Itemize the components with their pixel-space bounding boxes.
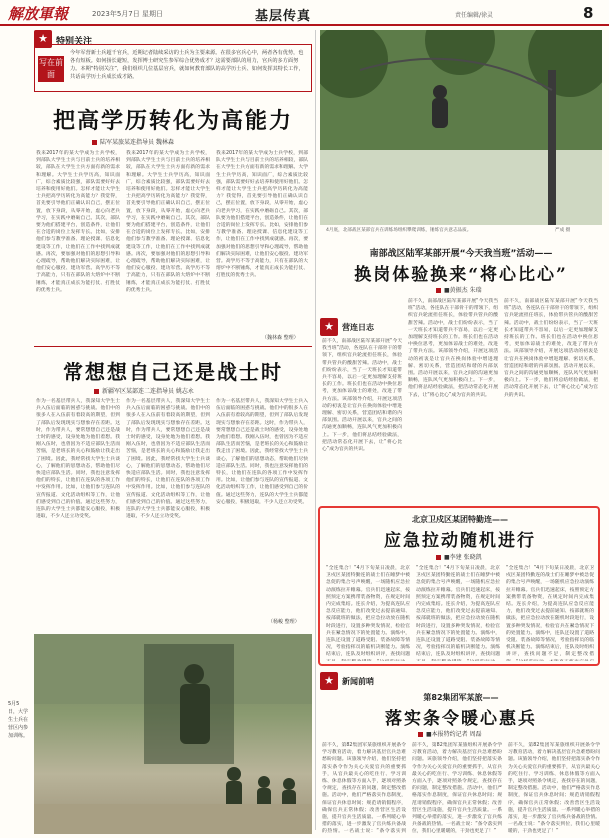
article-body-r3b: 前不久，第82集团军某旅组织开展条令学习教育活动，着力解决基层官兵急难愁盼问题。该旅领导介绍，他们坚持把落实条令作为关心关爱官兵的重要抓手，从官兵最关心的吃住行、学习训练、休息休假等方面入手，逐项对照条令规定，查找存在的问题，制定整改措施。活动中，他们严格落实作息制度，保证官兵休息时间；规范请销假程序，确保官兵正常休假；改善营区生活设施，提升官兵生活质量。一系列暖心举措的落实，进一步激发了官兵练兵备战的热情。一名战士说：“条令落实到位，我们心里暖暖的，干劲也更足了！” <box>412 743 502 834</box>
article-pretitle-r1: 南部战区陆军某部开展“今天我当班”活动—— <box>369 249 553 259</box>
page-number: 8 <box>583 4 594 22</box>
byline-1: 陆军某旅某连指导员 魏林森 <box>92 137 174 146</box>
article-body-r1c: 前不久，南部战区陆军某部开展“今天我当班”活动，各连队在干部骨干的带领下，组织官兵轮流担任班长，体验带兵管兵的酸甜苦辣。活动中，战士们纷纷表示，当了一天班长才知道带兵不容易，以后一定更加理解支持班长的工作。班长们也在活动中换位思考，更加体谅战士的难处，改进了带兵方法。该部领导介绍，开展这项活动的初衷是让官兵在换岗体验中增进理解、密切关系，营造团结和谐的内部氛围。活动开展以来，官兵之间的沟通更加顺畅，连队风气更加积极向上。下一步，他们将总结经验做法，把活动常态化开展下去，让“将心比心”成为官兵的共识。 <box>504 299 598 398</box>
star-icon: ★ <box>320 672 338 690</box>
article-sign-1: （魏林森 整理） <box>262 335 299 341</box>
article-title-r2: 应急拉动随机进行 <box>384 531 536 551</box>
byline-r3: ■本报特约记者 周磊 <box>418 729 482 738</box>
column-divider <box>315 30 316 830</box>
byline-2: 新疆军区某部连二连指导员 姚志永 <box>94 386 194 395</box>
intro-tag: 写在前面 <box>38 56 64 82</box>
intro-text: 今年军营新士兵超千官兵，近期记者陆续采访的士兵为主要来源。在很多官兵心中，两者各有优势，也各有短板。如何扬长避短，发挥博士研究生参军综合优势成才？这需要部队的用力，官兵的多方面努力。本期“特别关注”，我们组织几位基层官兵，就如何教育部队的高学历士兵、如何发挥其特长工作，共话高学历士兵成长成才路。 <box>70 50 304 80</box>
sidebar-caption: 5月5日，大学生士兵在营区内参加训练。 <box>8 701 28 739</box>
issue-date: 2023年5月7日 星期日 <box>92 10 163 18</box>
byline-r2: ■李建 张晓凯 <box>436 552 482 561</box>
section-title: 基层传真 <box>255 9 312 24</box>
byline-r1: ■黄振杰 朱瑞 <box>436 285 482 294</box>
article-body-r3a: 前不久，第82集团军某旅组织开展条令学习教育活动，着力解决基层官兵急难愁盼问题。该旅领导介绍，他们坚持把落实条令作为关心关爱官兵的重要抓手，从官兵最关心的吃住行、学习训练、休息休假等方面入手，逐项对照条令规定，查找存在的问题，制定整改措施。活动中，他们严格落实作息制度，保证官兵休息时间；规范请销假程序，确保官兵正常休假；改善营区生活设施，提升官兵生活质量。一系列暖心举措的落实，进一步激发了官兵练兵备战的热情。一名战士说：“条令落实到 <box>322 743 406 834</box>
article-body-r1a: 前不久，南部战区陆军某部开展“今天我当班”活动，各连队在干部骨干的带领下，组织官兵轮流担任班长，体验带兵管兵的酸甜苦辣。活动中，战士们纷纷表示，当了一天班长才知道带兵不容易，以后一定更加理解支持班长的工作。班长们也在活动中换位思考，更加体谅战士的难处，改进了带兵方法。该部领导介绍，开展这项活动的初衷是让官兵在换岗体验中增进理解、密切关系，营造团结和谐的内部氛围。活动开展以来，官兵之间的沟通更加顺畅，连队风气更加积极向上。下一步，他们将总结经验做法，把活动常态化开展下去，让“将心比心”成为官兵的共识。 <box>322 339 402 453</box>
article-title-2: 常想想自己还是战士时 <box>63 360 283 384</box>
editor-credit: 责任编辑/徐灵 <box>455 12 494 19</box>
article-title-r3: 落实条令暖心惠兵 <box>385 709 537 729</box>
article-sign-2: （杨峻 整理） <box>268 619 300 625</box>
divider <box>34 346 312 347</box>
article-body-r1b: 前不久，南部战区陆军某部开展“今天我当班”活动，各连队在干部骨干的带领下，组织官兵轮流担任班长，体验带兵管兵的酸甜苦辣。活动中，战士们纷纷表示，当了一天班长才知道带兵不容易，以后一定更加理解支持班长的工作。班长们也在活动中换位思考，更加体谅战士的难处，改进了带兵方法。该部领导介绍，开展这项活动的初衷是让官兵在换岗体验中增进理解、密切关系，营造团结和谐的内部氛围。活动开展以来，官兵之间的沟通更加顺畅，连队风气更加积极向上。下一步，他们将总结经验做法，把活动常态化开展下去，让“将心比心”成为官兵的共识。 <box>408 299 498 398</box>
article-body-r2a: “全连集合！”4月下旬某日凌晨，北京卫戍区某团特勤连的战士们在睡梦中被急促的集合号声唤醒，一场随机应急拉动演练拉开帷幕。官兵们迅速起床，按照预定方案携带装备物资，在规定时间内完成集结。连长介绍，为提高连队应急反应能力，他们改变过去提前通知、按部就班的做法，把应急拉动放在随机时段进行，设置多种突发情况，检验官兵在紧急情况下的处置能力。演练中，连队还设置了道路受阻、装备故障等情况，考验指挥员的临机决断能力。演练结束后，连队及时组织讲评，查找问题 <box>326 566 410 658</box>
training-photo <box>34 634 312 834</box>
article-body-r3c: 前不久，第82集团军某旅组织开展条令学习教育活动，着力解决基层官兵急难愁盼问题。该旅领导介绍，他们坚持把落实条令作为关心关爱官兵的重要抓手，从官兵最关心的吃住行、学习训练、休息休假等方面入手，逐项对照条令规定，查找存在的问题，制定整改措施。活动中，他们严格落实作息制度，保证官兵休息时间；规范请销假程序，确保官兵正常休假；改善营区生活设施，提升官兵生活质量。一系列暖心举措的落实，进一步激发了官兵练兵备战的热情。一名战士说：“条令落实到位，我们心里暖暖的，干劲也更足了！” <box>508 743 600 834</box>
article-title-1: 把高学历转化为高能力 <box>52 108 293 134</box>
article-title-r1: 换岗体验换来“将心比心” <box>354 265 568 285</box>
photo-caption-right: 4月底，北部战区某部官兵在训练场组织攀爬训练，锤炼官兵意志品质。 <box>326 228 472 233</box>
article-body-r2c: “全连集合！”4月下旬某日凌晨，北京卫戍区某团特勤连的战士们在睡梦中被急促的集合号声唤醒，一场随机应急拉动演练拉开帷幕。官兵们迅速起床，按照预定方案携带装备物资，在规定时间内完成集结。连长介绍，为提高连队应急反应能力，他们改变过去提前通知、按部就班的做法，把应急拉动放在随机时段进行，设置多种突发情况，检验官兵在紧急情况下的处置能力。演练中，连队还设置了道路受阻、装备故障等情况，考验指挥员的临机决断能力。演练结束后，连队及时组织讲评，查找问题不足，制定整改措 <box>506 566 594 658</box>
article-body-1c: 我来2017年的某大学成为士兵学校，到部队大学生士兵与目前士兵的培养相较，部队在大学生士兵方面有新的需求和理解。大学生士兵学历高，知识面广，综合素质比较强，部队需要好好去培养和使用好他们。怎样才能让大学生士兵把高学历转化为高能力？我觉得，首先要引导他们正确认识自己，摆正位置，放下身段，从零开始，虚心向老兵学习，在实践中磨砺自己。其次，部队要为他们搭建平台，创造条件，让他们在合适的岗位上发挥专长。比如，安排他们参与教学准备、理论授课、信息化建设等工作，让他们在工作中找到成就感。再次，要加强对他们的思想引导和心理疏导，帮助他们解决实际困难，让他们安心服役、建功军营。高学历不等于高能力，只有在部队的大熔炉中不断锤炼，才能真正成长为能打仗、打胜仗的优秀士兵。 <box>216 151 308 279</box>
article-pretitle-r3: 第82集团军某旅—— <box>423 693 499 702</box>
article-body-1a: 我来2017年的某大学成为士兵学校，到部队大学生士兵与目前士兵的培养相较，部队在大学生士兵方面有新的需求和理解。大学生士兵学历高，知识面广，综合素质比较强，部队需要好好去培养和使用好他们。怎样才能让大学生士兵把高学历转化为高能力？我觉得，首先要引导他们正确认识自己，摆正位置，放下身段，从零开始，虚心向老兵学习，在实践中磨砺自己。其次，部队要为他们搭建平台，创造条件，让他们在合适的岗位上发挥专长。比如，安排他们参与教学准备、理论授课、信息化建设等工作，让他们在工作中找到成就感。再次，要加强对他们的思想引导和心理疏导，帮助他们解决实际困难，让他们安心服役、建功军营。高学历不等于高能力，只有在部队的大熔炉中不断锤炼，才能真正成长为能打仗、打胜仗的优秀士兵。 <box>36 151 120 293</box>
article-body-r2b: “全连集合！”4月下旬某日凌晨，北京卫戍区某团特勤连的战士们在睡梦中被急促的集合号声唤醒，一场随机应急拉动演练拉开帷幕。官兵们迅速起床，按照预定方案携带装备物资，在规定时间内完成集结。连长介绍，为提高连队应急反应能力，他们改变过去提前通知、按部就班的做法，把应急拉动放在随机时段进行，设置多种突发情况，检验官兵在紧急情况下的处置能力。演练中，连队还设置了道路受阻、装备故障等情况，考验指挥员的临机决断能力。演练结束后，连队及时组织讲评，查找问题 <box>416 566 500 658</box>
kicker-news-frontline: 新闻前哨 <box>342 677 374 686</box>
kicker-special-focus: 特别关注 <box>56 37 93 47</box>
article-body-2a: 作为一名基层带兵人，我深知大学生士兵入伍后面临的困惑与挑战。他们中的很多人在入伍前有着较高的期望，但到了部队后发现现实与想象存在差距。这时，作为带兵人，要常想想自己还是战士时的感受，设身处地为他们着想。我刚入伍时，也曾因为不适应部队生活而苦恼，是老班长的关心和鼓励让我走出了困境。因此，我经常找大学生士兵谈心，了解他们的思想动态，帮助他们尽快适应部队生活。同时，我也注意发挥他们的特长，让他们在连队的各项工作中发挥作用。比如，让他们参与连队的宣传报道、文化活动组织等工作，让他们感受到自己的价值。通过这些努力，连队的大学生士兵都能安心服役，积极进取，不少人还立功受奖。 <box>36 399 120 520</box>
photo-credit-right: 严成 摄 <box>555 228 571 233</box>
article-body-2c: 作为一名基层带兵人，我深知大学生士兵入伍后面临的困惑与挑战。他们中的很多人在入伍前有着较高的期望，但到了部队后发现现实与想象存在差距。这时，作为带兵人，要常想想自己还是战士时的感受，设身处地为他们着想。我刚入伍时，也曾因为不适应部队生活而苦恼，是老班长的关心和鼓励让我走出了困境。因此，我经常找大学生士兵谈心，了解他们的思想动态，帮助他们尽快适应部队生活。同时，我也注意发挥他们的特长，让他们在连队的各项工作中发挥作用。比如，让他们参与连队的宣传报道、文化活动组织等工作，让他们感受到自己的价值。通过这些努力，连队的大学生士兵都能安心服役，积极进取，不少人还立功受奖。 <box>216 399 308 505</box>
star-icon: ★ <box>320 318 338 336</box>
star-icon: ★ <box>34 30 52 48</box>
article-body-1b: 我来2017年的某大学成为士兵学校，到部队大学生士兵与目前士兵的培养相较，部队在大学生士兵方面有新的需求和理解。大学生士兵学历高，知识面广，综合素质比较强，部队需要好好去培养和使用好他们。怎样才能让大学生士兵把高学历转化为高能力？我觉得，首先要引导他们正确认识自己，摆正位置，放下身段，从零开始，虚心向老兵学习，在实践中磨砺自己。其次，部队要为他们搭建平台，创造条件，让他们在合适的岗位上发挥专长。比如，安排他们参与教学准备、理论授课、信息化建设等工作，让他们在工作中找到成就感。再次，要加强对他们的思想引导和心理疏导，帮助他们解决实际困难，让他们安心服役、建功军营。高学历不等于高能力，只有在部队的大熔炉中不断锤炼，才能真正成长为能打仗、打胜仗的优秀士兵。 <box>126 151 210 293</box>
kicker-unit-log: 营连日志 <box>342 323 374 332</box>
climbing-photo <box>320 30 602 225</box>
article-body-2b: 作为一名基层带兵人，我深知大学生士兵入伍后面临的困惑与挑战。他们中的很多人在入伍前有着较高的期望，但到了部队后发现现实与想象存在差距。这时，作为带兵人，要常想想自己还是战士时的感受，设身处地为他们着想。我刚入伍时，也曾因为不适应部队生活而苦恼，是老班长的关心和鼓励让我走出了困境。因此，我经常找大学生士兵谈心，了解他们的思想动态，帮助他们尽快适应部队生活。同时，我也注意发挥他们的特长，让他们在连队的各项工作中发挥作用。比如，让他们参与连队的宣传报道、文化活动组织等工作，让他们感受到自己的价值。通过这些努力，连队的大学生士兵都能安心服役，积极进取，不少人还立功受奖。 <box>126 399 210 520</box>
newspaper-logo: 解放軍報 <box>8 5 69 23</box>
article-pretitle-r2: 北京卫戍区某团特勤连—— <box>412 515 508 524</box>
